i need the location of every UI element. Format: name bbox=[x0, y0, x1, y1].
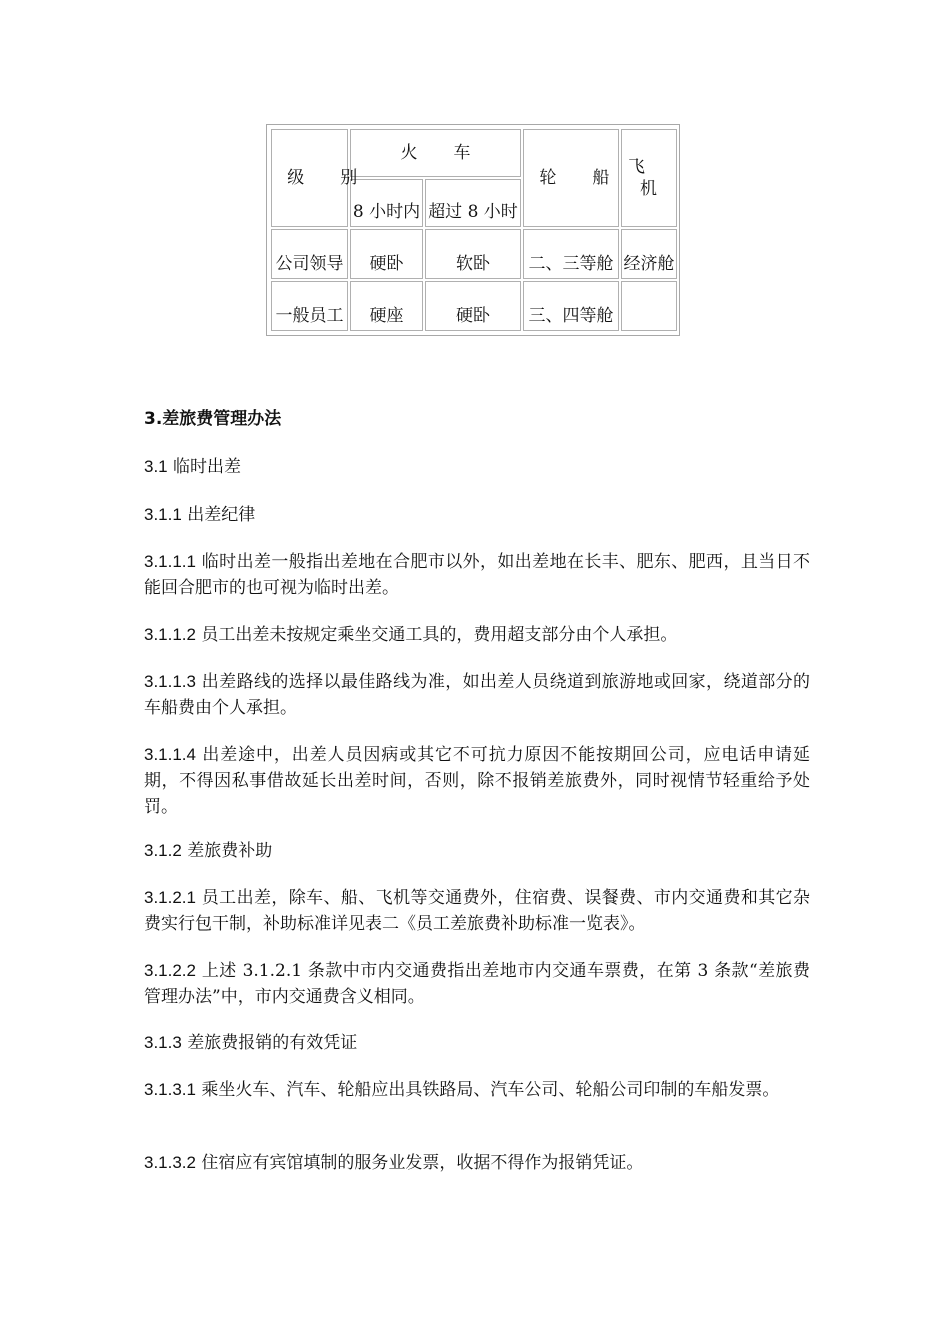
cell-plane bbox=[621, 281, 677, 331]
header-train: 火 车 bbox=[350, 129, 521, 177]
paragraph-3-1-3-1: 3.1.3.1 乘坐火车、汽车、轮船应出具铁路局、汽车公司、轮船公司印制的车船发票。 bbox=[144, 1080, 780, 1100]
cell-plane: 经济舱 bbox=[621, 229, 677, 279]
paragraph-3-1-2-1: 3.1.2.1 员工出差，除车、船、飞机等交通费外，住宿费、误餐费、市内交通费和其它杂费实行包干制，补助标准详见表二《员工差旅费补助标准一览表》。 bbox=[144, 888, 811, 934]
transport-table bbox=[269, 127, 679, 333]
cell-train-within: 硬卧 bbox=[350, 229, 423, 279]
paragraph-3-1-3-2: 3.1.3.2 住宿应有宾馆填制的服务业发票，收据不得作为报销凭证。 bbox=[144, 1153, 644, 1173]
cell-ship: 三、四等舱 bbox=[523, 281, 619, 331]
paragraph-3-1-2: 3.1.2 差旅费补助 bbox=[144, 841, 273, 861]
header-train-over-8h: 超过 8 小时 bbox=[425, 179, 521, 227]
cell-train-over: 软卧 bbox=[425, 229, 521, 279]
paragraph-3-1: 3.1 临时出差 bbox=[144, 457, 242, 477]
transport-standard-table bbox=[266, 124, 680, 336]
paragraph-3-1-1: 3.1.1 出差纪律 bbox=[144, 505, 256, 525]
paragraph-3-1-1-4: 3.1.1.4 出差途中，出差人员因病或其它不可抗力原因不能按期回公司，应电话申请延期，不得因私事借故延长出差时间，否则，除不报销差旅费外，同时视情节轻重给予处罚。 bbox=[144, 745, 811, 817]
table-row bbox=[271, 281, 677, 331]
paragraph-3-1-2-2: 3.1.2.2 上述 3.1.2.1 条款中市内交通费指出差地市内交通车票费，在第 3 条款“差旅费管理办法”中，市内交通费含义相同。 bbox=[144, 961, 810, 1007]
header-plane: 飞 机 bbox=[621, 129, 677, 227]
header-ship: 轮 船 bbox=[523, 129, 619, 227]
cell-train-over: 硬卧 bbox=[425, 281, 521, 331]
header-level: 级 别 bbox=[271, 129, 348, 227]
header-train-within-8h: 8 小时内 bbox=[350, 179, 423, 227]
paragraph-3-1-1-3: 3.1.1.3 出差路线的选择以最佳路线为准，如出差人员绕道到旅游地或回家，绕道部分的车船费由个人承担。 bbox=[144, 672, 811, 718]
paragraph-3-1-3: 3.1.3 差旅费报销的有效凭证 bbox=[144, 1033, 358, 1053]
cell-train-within: 硬座 bbox=[350, 281, 423, 331]
paragraph-3-1-1-2: 3.1.1.2 员工出差未按规定乘坐交通工具的，费用超支部分由个人承担。 bbox=[144, 625, 678, 645]
cell-level: 一般员工 bbox=[271, 281, 348, 331]
section-title: 3.差旅费管理办法 bbox=[144, 409, 282, 429]
paragraph-3-1-1-1: 3.1.1.1 临时出差一般指出差地在合肥市以外，如出差地在长丰、肥东、肥西，且当日不能回合肥市的也可视为临时出差。 bbox=[144, 552, 811, 598]
table-row bbox=[271, 229, 677, 279]
cell-ship: 二、三等舱 bbox=[523, 229, 619, 279]
cell-level: 公司领导 bbox=[271, 229, 348, 279]
